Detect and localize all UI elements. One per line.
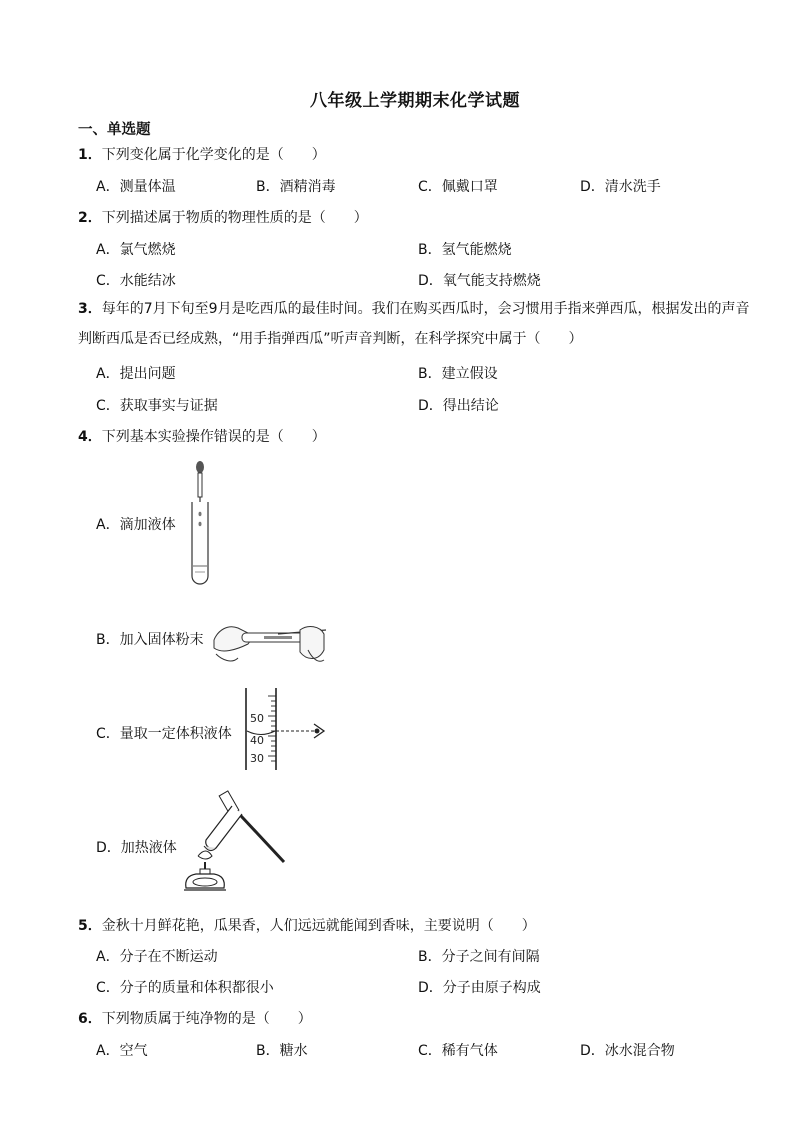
option-c: C．水能结冰 bbox=[96, 273, 176, 289]
question-number: 5． bbox=[78, 918, 102, 934]
option-a: A．空气 bbox=[96, 1043, 148, 1059]
option-d: D．清水洗手 bbox=[580, 179, 661, 195]
question-number: 3． bbox=[78, 301, 102, 317]
option-a: A．滴加液体 bbox=[96, 517, 176, 533]
question-text: 金秋十月鲜花艳，瓜果香，人们远远就能闻到香味，主要说明（ ） bbox=[101, 918, 536, 934]
question-text: 下列变化属于化学变化的是（ ） bbox=[101, 147, 326, 163]
page-title: 八年级上学期期末化学试题 bbox=[310, 91, 520, 111]
option-d: D．得出结论 bbox=[418, 398, 499, 414]
option-d: D．冰水混合物 bbox=[580, 1043, 675, 1059]
option-d: D．分子由原子构成 bbox=[418, 980, 541, 996]
option-c: C．稀有气体 bbox=[418, 1043, 498, 1059]
cylinder-figure bbox=[238, 686, 330, 772]
question-text: 下列基本实验操作错误的是（ ） bbox=[101, 429, 326, 445]
question-1 bbox=[78, 144, 326, 164]
option-b: B．加入固体粉末 bbox=[96, 632, 204, 648]
question-text: 下列物质属于纯净物的是（ ） bbox=[101, 1011, 312, 1027]
tick-label-30: 30 bbox=[250, 752, 264, 765]
section-heading: 一、单选题 bbox=[78, 122, 151, 138]
dropper-figure bbox=[186, 458, 216, 586]
option-d: D．氧气能支持燃烧 bbox=[418, 273, 541, 289]
option-b: B．酒精消毒 bbox=[256, 179, 336, 195]
question-text: 下列描述属于物质的物理性质的是（ ） bbox=[101, 210, 368, 226]
question-number: 2． bbox=[78, 210, 102, 226]
tick-label-50: 50 bbox=[250, 712, 264, 725]
option-c: C．佩戴口罩 bbox=[418, 179, 498, 195]
question-5 bbox=[78, 915, 536, 935]
question-3 bbox=[78, 294, 750, 354]
question-number: 1． bbox=[78, 147, 102, 163]
question-text: 每年的7月下旬至9月是吃西瓜的最佳时间。我们在购买西瓜时，会习惯用手指来弹西瓜，根据发出的声音判断西瓜是否已经成熟，“用手指弹西瓜”听声音判断，在科学探究中属于（ ） bbox=[78, 301, 750, 347]
question-number: 4． bbox=[78, 429, 102, 445]
question-4 bbox=[78, 426, 326, 446]
option-c: C．分子的质量和体积都很小 bbox=[96, 980, 274, 996]
option-d: D．加热液体 bbox=[96, 840, 177, 856]
option-c: C．量取一定体积液体 bbox=[96, 726, 232, 742]
option-b: B．分子之间有间隔 bbox=[418, 949, 540, 965]
option-b: B．糖水 bbox=[256, 1043, 308, 1059]
heating-figure bbox=[176, 790, 288, 898]
question-6 bbox=[78, 1008, 312, 1028]
option-b: B．氢气能燃烧 bbox=[418, 242, 512, 258]
powder-tube-figure bbox=[208, 610, 330, 668]
option-a: A．分子在不断运动 bbox=[96, 949, 218, 965]
option-a: A．提出问题 bbox=[96, 366, 176, 382]
option-a: A．氯气燃烧 bbox=[96, 242, 176, 258]
option-b: B．建立假设 bbox=[418, 366, 498, 382]
question-number: 6． bbox=[78, 1011, 102, 1027]
tick-label-40: 40 bbox=[250, 734, 264, 747]
option-a: A．测量体温 bbox=[96, 179, 176, 195]
option-c: C．获取事实与证据 bbox=[96, 398, 218, 414]
question-2 bbox=[78, 207, 368, 227]
